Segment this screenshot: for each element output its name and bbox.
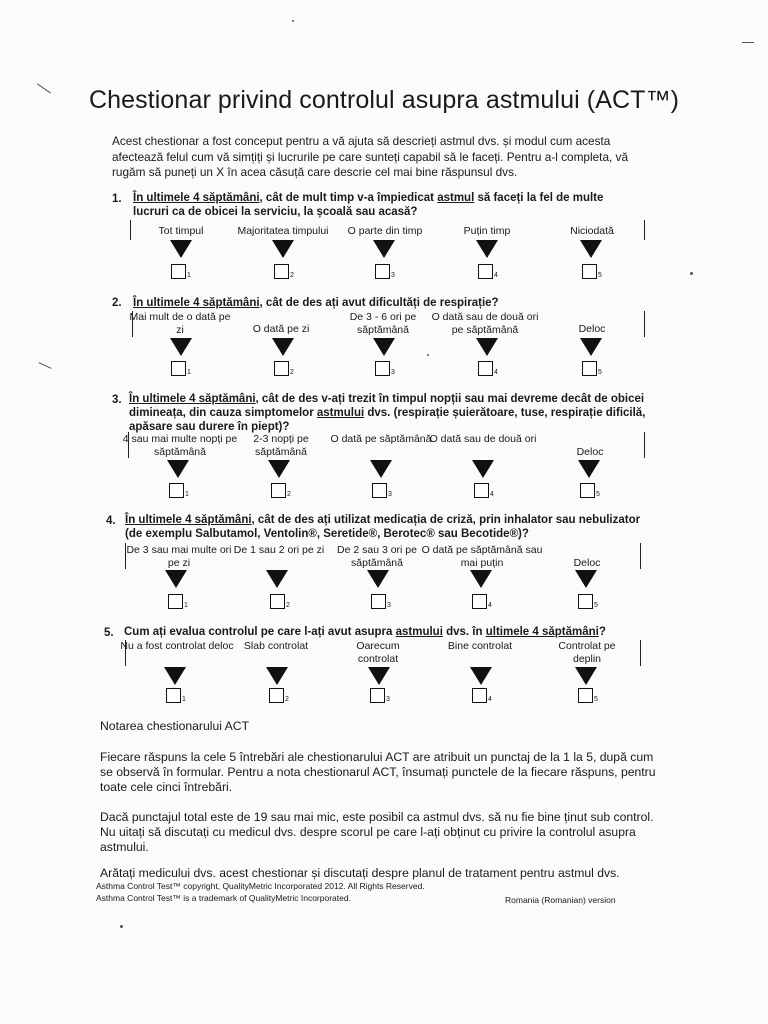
q5-answer-checkbox-1[interactable] (166, 688, 181, 703)
down-arrow-icon (472, 460, 494, 478)
q2-answer-checkbox-4[interactable] (478, 361, 493, 376)
down-arrow-icon (578, 460, 600, 478)
down-arrow-icon (368, 667, 390, 685)
q4-option-label: Deloc (573, 557, 601, 569)
q4-score-label: 3 (387, 602, 391, 609)
question-5-number: 5. (104, 627, 114, 639)
q2-emph-period: În ultimele 4 săptămâni (133, 297, 260, 309)
q4-emph-period: În ultimele 4 săptămâni (125, 514, 252, 526)
q1-emph-period: În ultimele 4 săptămâni (133, 192, 260, 204)
question-5-text (124, 625, 644, 639)
q3-score-label: 1 (185, 491, 189, 498)
q3-text-part: , cât de des v-ați trezit în timpul nopții sau mai devreme decât de obicei dimineața, din cauza simptomelor (129, 393, 645, 419)
q2-text-part: , cât de des ați avut dificultăți de respirație? (259, 297, 499, 309)
q2-answer-checkbox-2[interactable] (274, 361, 289, 376)
q5-emph-period: ultimele 4 săptămâni (485, 626, 599, 638)
q5-bracket-right (640, 640, 641, 666)
q4-answer-checkbox-2[interactable] (270, 594, 285, 609)
q3-answer-checkbox-2[interactable] (271, 483, 286, 498)
down-arrow-icon (580, 338, 602, 356)
q3-option-label: 4 sau mai multe nopți pe săptămână (122, 433, 238, 458)
question-4-text (125, 513, 645, 541)
q1-text-part: să faceți la fel de multe lucruri ca de obicei la serviciu, la școală sau acasă? (133, 192, 604, 218)
q3-option-label: O dată pe săptămână (330, 433, 432, 445)
q5-emph-asthma: astmului (395, 626, 443, 638)
q1-option-label: Majoritatea timpului (237, 225, 329, 237)
scan-speck (427, 354, 429, 356)
q2-score-label: 1 (187, 369, 191, 376)
q4-answer-checkbox-1[interactable] (168, 594, 183, 609)
down-arrow-icon (470, 667, 492, 685)
q4-answer-checkbox-3[interactable] (371, 594, 386, 609)
q3-answer-checkbox-5[interactable] (580, 483, 595, 498)
down-arrow-icon (170, 338, 192, 356)
down-arrow-icon (476, 338, 498, 356)
q1-score-label: 1 (187, 272, 191, 279)
q3-emph-asthma: astmului (316, 407, 365, 419)
scoring-paragraph-3: Arătați medicului dvs. acest chestionar și discutați despre planul de tratament pentru astmul dvs. (100, 866, 620, 880)
down-arrow-icon (266, 570, 288, 588)
q5-answer-checkbox-2[interactable] (269, 688, 284, 703)
q2-score-label: 3 (391, 369, 395, 376)
question-3-text (129, 392, 649, 434)
q5-answer-checkbox-5[interactable] (578, 688, 593, 703)
q5-text-part: dvs. în (442, 626, 486, 638)
scoring-title: Notarea chestionarului ACT (100, 719, 250, 733)
q5-text-part: Cum ați evalua controlul pe care l-ați avut asupra (124, 626, 396, 638)
q2-option-label: Deloc (578, 323, 606, 335)
q3-text-part: dvs. (respirație șuierătoare, tuse, respirație dificilă, apăsare sau durere în piept)? (129, 407, 646, 433)
down-arrow-icon (367, 570, 389, 588)
q2-score-label: 5 (598, 369, 602, 376)
q4-answer-checkbox-4[interactable] (472, 594, 487, 609)
down-arrow-icon (580, 240, 602, 258)
down-arrow-icon (268, 460, 290, 478)
down-arrow-icon (476, 240, 498, 258)
q2-option-label: O dată sau de două ori pe săptămână (431, 311, 539, 336)
q2-option-label: De 3 - 6 ori pe săptămână (349, 311, 417, 336)
q3-score-label: 2 (287, 491, 291, 498)
q1-option-label: Tot timpul (158, 225, 204, 237)
q2-answer-checkbox-5[interactable] (582, 361, 597, 376)
q4-text-part: , cât de des ați utilizat medicația de criză, prin inhalator sau nebulizator (de exemplu Salbutamol, Ventolin®, Seretide®, Berotec® sau Becotide®)? (125, 514, 641, 540)
q5-score-label: 3 (386, 696, 390, 703)
q2-option-label: O dată pe zi (252, 323, 310, 335)
q2-answer-checkbox-1[interactable] (171, 361, 186, 376)
q4-score-label: 5 (594, 602, 598, 609)
question-2-number: 2. (112, 297, 122, 309)
scan-speck (292, 20, 294, 22)
down-arrow-icon (373, 338, 395, 356)
q3-score-label: 5 (596, 491, 600, 498)
q1-answer-checkbox-3[interactable] (375, 264, 390, 279)
q1-score-label: 3 (391, 272, 395, 279)
footer-version: Romania (Romanian) version (505, 895, 616, 905)
footer-trademark: Asthma Control Test™ is a trademark of QualityMetric Incorporated. (96, 893, 351, 903)
scan-mark (38, 362, 51, 369)
down-arrow-icon (370, 460, 392, 478)
q4-option-label: De 1 sau 2 ori pe zi (233, 544, 325, 556)
q5-option-label: Oarecum controlat (356, 640, 400, 665)
q1-option-label: Puțin timp (463, 225, 511, 237)
down-arrow-icon (266, 667, 288, 685)
q1-option-label: O parte din timp (347, 225, 423, 237)
q5-option-label: Bine controlat (447, 640, 513, 652)
down-arrow-icon (470, 570, 492, 588)
q4-score-label: 4 (488, 602, 492, 609)
q5-score-label: 5 (594, 696, 598, 703)
down-arrow-icon (373, 240, 395, 258)
q2-score-label: 2 (290, 369, 294, 376)
q3-option-label: O dată sau de două ori (429, 433, 537, 445)
q1-answer-checkbox-1[interactable] (171, 264, 186, 279)
q1-emph-asthma: astmul (437, 192, 475, 204)
down-arrow-icon (575, 667, 597, 685)
q5-option-label: Controlat pe deplin (558, 640, 616, 665)
intro-paragraph: Acest chestionar a fost conceput pentru a vă ajuta să descrieți astmul dvs. și modul cum acesta afectează felul cum vă simțiți și lucrurile pe care sunteți capabil să le faceți. Pentru a-l completa, vă rugăm să puneți un X în acea căsuță care descrie cel mai bine răspunsul dvs. (112, 134, 629, 179)
scan-speck (120, 925, 123, 928)
q5-text-part: ? (598, 626, 606, 638)
q3-score-label: 3 (388, 491, 392, 498)
q4-answer-checkbox-5[interactable] (578, 594, 593, 609)
footer-copyright: Asthma Control Test™ copyright, QualityMetric Incorporated 2012. All Rights Reserved. (96, 881, 425, 891)
q3-answer-checkbox-1[interactable] (169, 483, 184, 498)
q1-text-part: , cât de mult timp v-a împiedicat (259, 192, 438, 204)
q5-score-label: 2 (285, 696, 289, 703)
q3-answer-checkbox-4[interactable] (474, 483, 489, 498)
q1-answer-checkbox-4[interactable] (478, 264, 493, 279)
q5-answer-checkbox-3[interactable] (370, 688, 385, 703)
q4-score-label: 1 (184, 602, 188, 609)
scan-mark (742, 42, 754, 43)
down-arrow-icon (170, 240, 192, 258)
q1-score-label: 4 (494, 272, 498, 279)
down-arrow-icon (167, 460, 189, 478)
q4-score-label: 2 (286, 602, 290, 609)
scoring-paragraph-1: Fiecare răspuns la cele 5 întrebări ale chestionarului ACT are atribuit un punctaj de la 1 la 5, după cum se observă în formular. Pentru a nota chestionarul ACT, însumați punctele de la fiecare răspuns, pentru toate cele cinci întrebări. (100, 750, 656, 794)
scoring-paragraph-2: Dacă punctajul total este de 19 sau mai mic, este posibil ca astmul dvs. să nu fie bine ținut sub control. Nu uitați să discutați cu medicul dvs. despre scorul pe care l-ați obținut cu privire la controlul asupra astmului. (100, 810, 654, 854)
q1-option-label: Niciodată (570, 225, 614, 237)
q1-answer-checkbox-5[interactable] (582, 264, 597, 279)
down-arrow-icon (164, 667, 186, 685)
q2-answer-checkbox-3[interactable] (375, 361, 390, 376)
q5-option-label: Slab controlat (243, 640, 309, 652)
q3-option-label: Deloc (576, 446, 604, 458)
question-1-text (133, 191, 633, 219)
down-arrow-icon (575, 570, 597, 588)
q4-option-label: O dată pe săptămână sau mai puțin (421, 544, 543, 569)
q5-option-label: Nu a fost controlat deloc (120, 640, 234, 652)
q3-emph-period: În ultimele 4 săptămâni (129, 393, 256, 405)
q5-score-label: 4 (488, 696, 492, 703)
question-4-number: 4. (106, 515, 116, 527)
down-arrow-icon (165, 570, 187, 588)
question-3-number: 3. (112, 394, 122, 406)
scan-speck (690, 272, 693, 275)
down-arrow-icon (272, 338, 294, 356)
question-1-number: 1. (112, 193, 122, 205)
q3-answer-checkbox-3[interactable] (372, 483, 387, 498)
question-2-text (133, 296, 633, 310)
page-title: Chestionar privind controlul asupra astmului (ACT™) (88, 86, 680, 114)
q4-option-label: De 3 sau mai multe ori pe zi (126, 544, 232, 569)
q1-score-label: 2 (290, 272, 294, 279)
q1-answer-checkbox-2[interactable] (274, 264, 289, 279)
q2-option-label: Mai mult de o dată pe zi (129, 311, 231, 336)
down-arrow-icon (272, 240, 294, 258)
q5-answer-checkbox-4[interactable] (472, 688, 487, 703)
q4-option-label: De 2 sau 3 ori pe săptămână (337, 544, 417, 569)
q1-score-label: 5 (598, 272, 602, 279)
q3-score-label: 4 (490, 491, 494, 498)
q3-option-label: 2-3 nopți pe săptămână (253, 433, 309, 458)
q5-score-label: 1 (182, 696, 186, 703)
q2-score-label: 4 (494, 369, 498, 376)
